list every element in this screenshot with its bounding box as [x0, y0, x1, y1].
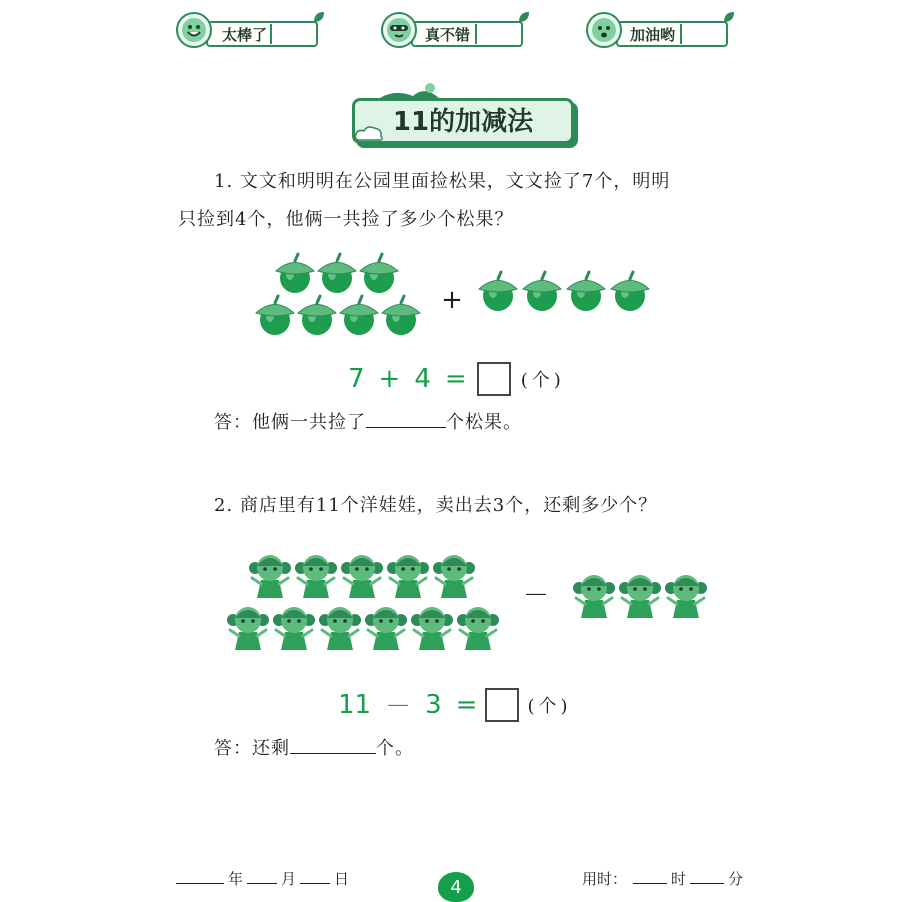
answer-2-prefix: 答：还剩 — [214, 738, 290, 759]
question-1-line-1: 1. 文文和明明在公园里面捡松果，文文捡了7个，明明 — [214, 171, 671, 192]
answer-2-suffix: 个。 — [376, 738, 414, 759]
page-title: 11的加减法 — [392, 107, 534, 137]
rating-check-box[interactable] — [680, 24, 726, 44]
doll-icon — [411, 607, 453, 650]
answer-1-prefix: 答：他俩一共捡了 — [214, 412, 366, 433]
leaf-icon — [722, 10, 736, 24]
title-box — [352, 98, 574, 144]
answer-box[interactable] — [485, 688, 519, 722]
day-blank[interactable] — [300, 882, 330, 884]
answer-1 — [214, 408, 522, 434]
equals-sign: = — [444, 364, 467, 394]
date-field — [176, 868, 349, 889]
year-blank[interactable] — [176, 882, 224, 884]
rating-great-label: 太棒了 — [222, 25, 268, 44]
operand-b: 3 — [425, 689, 442, 720]
answer-2-blank[interactable] — [290, 752, 376, 754]
equals-sign: = — [455, 689, 478, 720]
operator-plus: + — [378, 364, 401, 394]
doll-icon — [387, 555, 429, 598]
doll-icon — [249, 555, 291, 598]
unit-label: (个) — [520, 370, 565, 391]
hour-blank[interactable] — [633, 882, 667, 884]
plus-sign: + — [441, 285, 463, 315]
doll-icon — [341, 555, 383, 598]
month-blank[interactable] — [247, 882, 277, 884]
operand-b: 4 — [414, 364, 431, 394]
cloud-icon — [354, 124, 384, 142]
unit-label: (个) — [527, 695, 572, 717]
acorn-icon — [611, 272, 649, 311]
acorn-icon — [382, 296, 420, 335]
rating-check-box[interactable] — [475, 24, 521, 44]
doll-icon — [319, 607, 361, 650]
operator-minus: － — [385, 692, 412, 722]
doll-icon — [227, 607, 269, 650]
equation-2 — [338, 686, 572, 723]
operand-a: 11 — [338, 689, 372, 720]
equation-1 — [348, 362, 565, 396]
acorn-icon — [276, 254, 314, 293]
rating-keep-going — [586, 12, 728, 52]
acorn-icon — [479, 272, 517, 311]
minute-label: 分 — [728, 870, 744, 888]
doll-icon — [457, 607, 499, 650]
hour-label: 时 — [671, 870, 687, 888]
operand-a: 7 — [348, 364, 365, 394]
month-label: 月 — [281, 870, 297, 888]
doll-icon — [295, 555, 337, 598]
acorn-icon — [298, 296, 336, 335]
acorn-icon — [318, 254, 356, 293]
page-number: 4 — [438, 872, 474, 902]
acorn-illustration — [250, 250, 670, 350]
answer-1-suffix: 个松果。 — [446, 412, 522, 433]
title-banner — [348, 78, 578, 148]
leaf-icon — [517, 10, 531, 24]
rating-great — [176, 12, 318, 52]
doll-illustration — [224, 552, 710, 654]
masked-face-icon — [381, 12, 417, 48]
year-label: 年 — [228, 870, 244, 888]
smiley-face-icon — [176, 12, 212, 48]
time-label: 用时： — [582, 870, 628, 888]
doll-icon — [665, 575, 707, 618]
doll-icon — [619, 575, 661, 618]
acorn-icon — [256, 296, 294, 335]
leaf-icon — [312, 10, 326, 24]
answer-2 — [214, 734, 414, 760]
minus-sign: － — [522, 581, 550, 611]
question-1-line-2: 只捡到4个，他俩一共捡了多少个松果？ — [178, 209, 514, 230]
rating-keep-going-label: 加油哟 — [630, 25, 676, 44]
acorn-icon — [567, 272, 605, 311]
doll-icon — [573, 575, 615, 618]
time-field — [582, 868, 743, 889]
doll-icon — [365, 607, 407, 650]
cheer-face-icon — [586, 12, 622, 48]
doll-icon — [273, 607, 315, 650]
rating-good-label: 真不错 — [425, 25, 471, 44]
answer-1-blank[interactable] — [366, 426, 446, 428]
minute-blank[interactable] — [690, 882, 724, 884]
acorn-icon — [360, 254, 398, 293]
rating-good — [381, 12, 523, 52]
rating-check-box[interactable] — [270, 24, 316, 44]
acorn-icon — [340, 296, 378, 335]
doll-icon — [433, 555, 475, 598]
acorn-icon — [523, 272, 561, 311]
answer-box[interactable] — [477, 362, 511, 396]
question-2-line-1: 2. 商店里有11个洋娃娃，卖出去3个，还剩多少个？ — [214, 495, 658, 516]
day-label: 日 — [334, 870, 350, 888]
